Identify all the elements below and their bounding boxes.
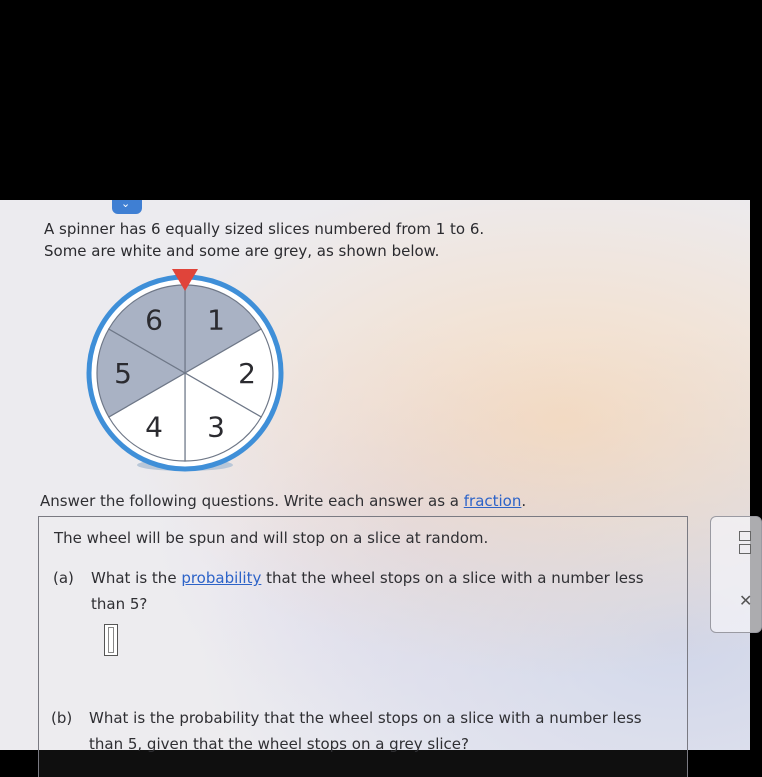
question-b-line-2: than 5, given that the wheel stops on a grey slice?	[89, 735, 469, 753]
fraction-link[interactable]: fraction	[463, 492, 522, 510]
instructions-text: Answer the following questions. Write each answer as a	[40, 492, 464, 510]
problem-line-2: Some are white and some are grey, as shown below.	[44, 242, 440, 260]
instructions-end: .	[521, 492, 527, 510]
question-a-pre: What is the	[91, 569, 182, 587]
instructions	[40, 492, 526, 510]
fraction-icon[interactable]	[739, 531, 751, 557]
slice-label-4: 4	[145, 410, 163, 444]
slice-label-1: 1	[207, 303, 225, 337]
question-screen	[0, 197, 753, 753]
close-icon[interactable]: ✕	[739, 591, 753, 610]
answer-toolbar	[710, 516, 762, 633]
question-a-label: (a)	[53, 569, 74, 587]
question-b	[51, 705, 642, 757]
answer-a-input[interactable]	[104, 624, 118, 656]
question-b-label: (b)	[51, 709, 73, 727]
spinner-wheel	[80, 268, 290, 478]
expand-tab[interactable]	[112, 197, 142, 214]
question-a	[53, 565, 644, 617]
panel-intro: The wheel will be spun and will stop on a slice at random.	[54, 529, 489, 547]
question-panel	[38, 516, 688, 777]
probability-link[interactable]: probability	[181, 569, 262, 587]
slice-label-3: 3	[207, 410, 225, 444]
slice-label-5: 5	[114, 357, 132, 390]
question-a-line-2: than 5?	[91, 595, 148, 613]
slice-label-2: 2	[238, 357, 256, 390]
problem-line-1: A spinner has 6 equally sized slices numbered from 1 to 6.	[44, 220, 485, 238]
question-b-line-1: What is the probability that the wheel stops on a slice with a number less	[89, 709, 642, 727]
chevron-down-icon: ⌄	[121, 197, 131, 210]
slice-label-6: 6	[145, 303, 163, 337]
question-a-post: that the wheel stops on a slice with a number less	[261, 569, 644, 587]
